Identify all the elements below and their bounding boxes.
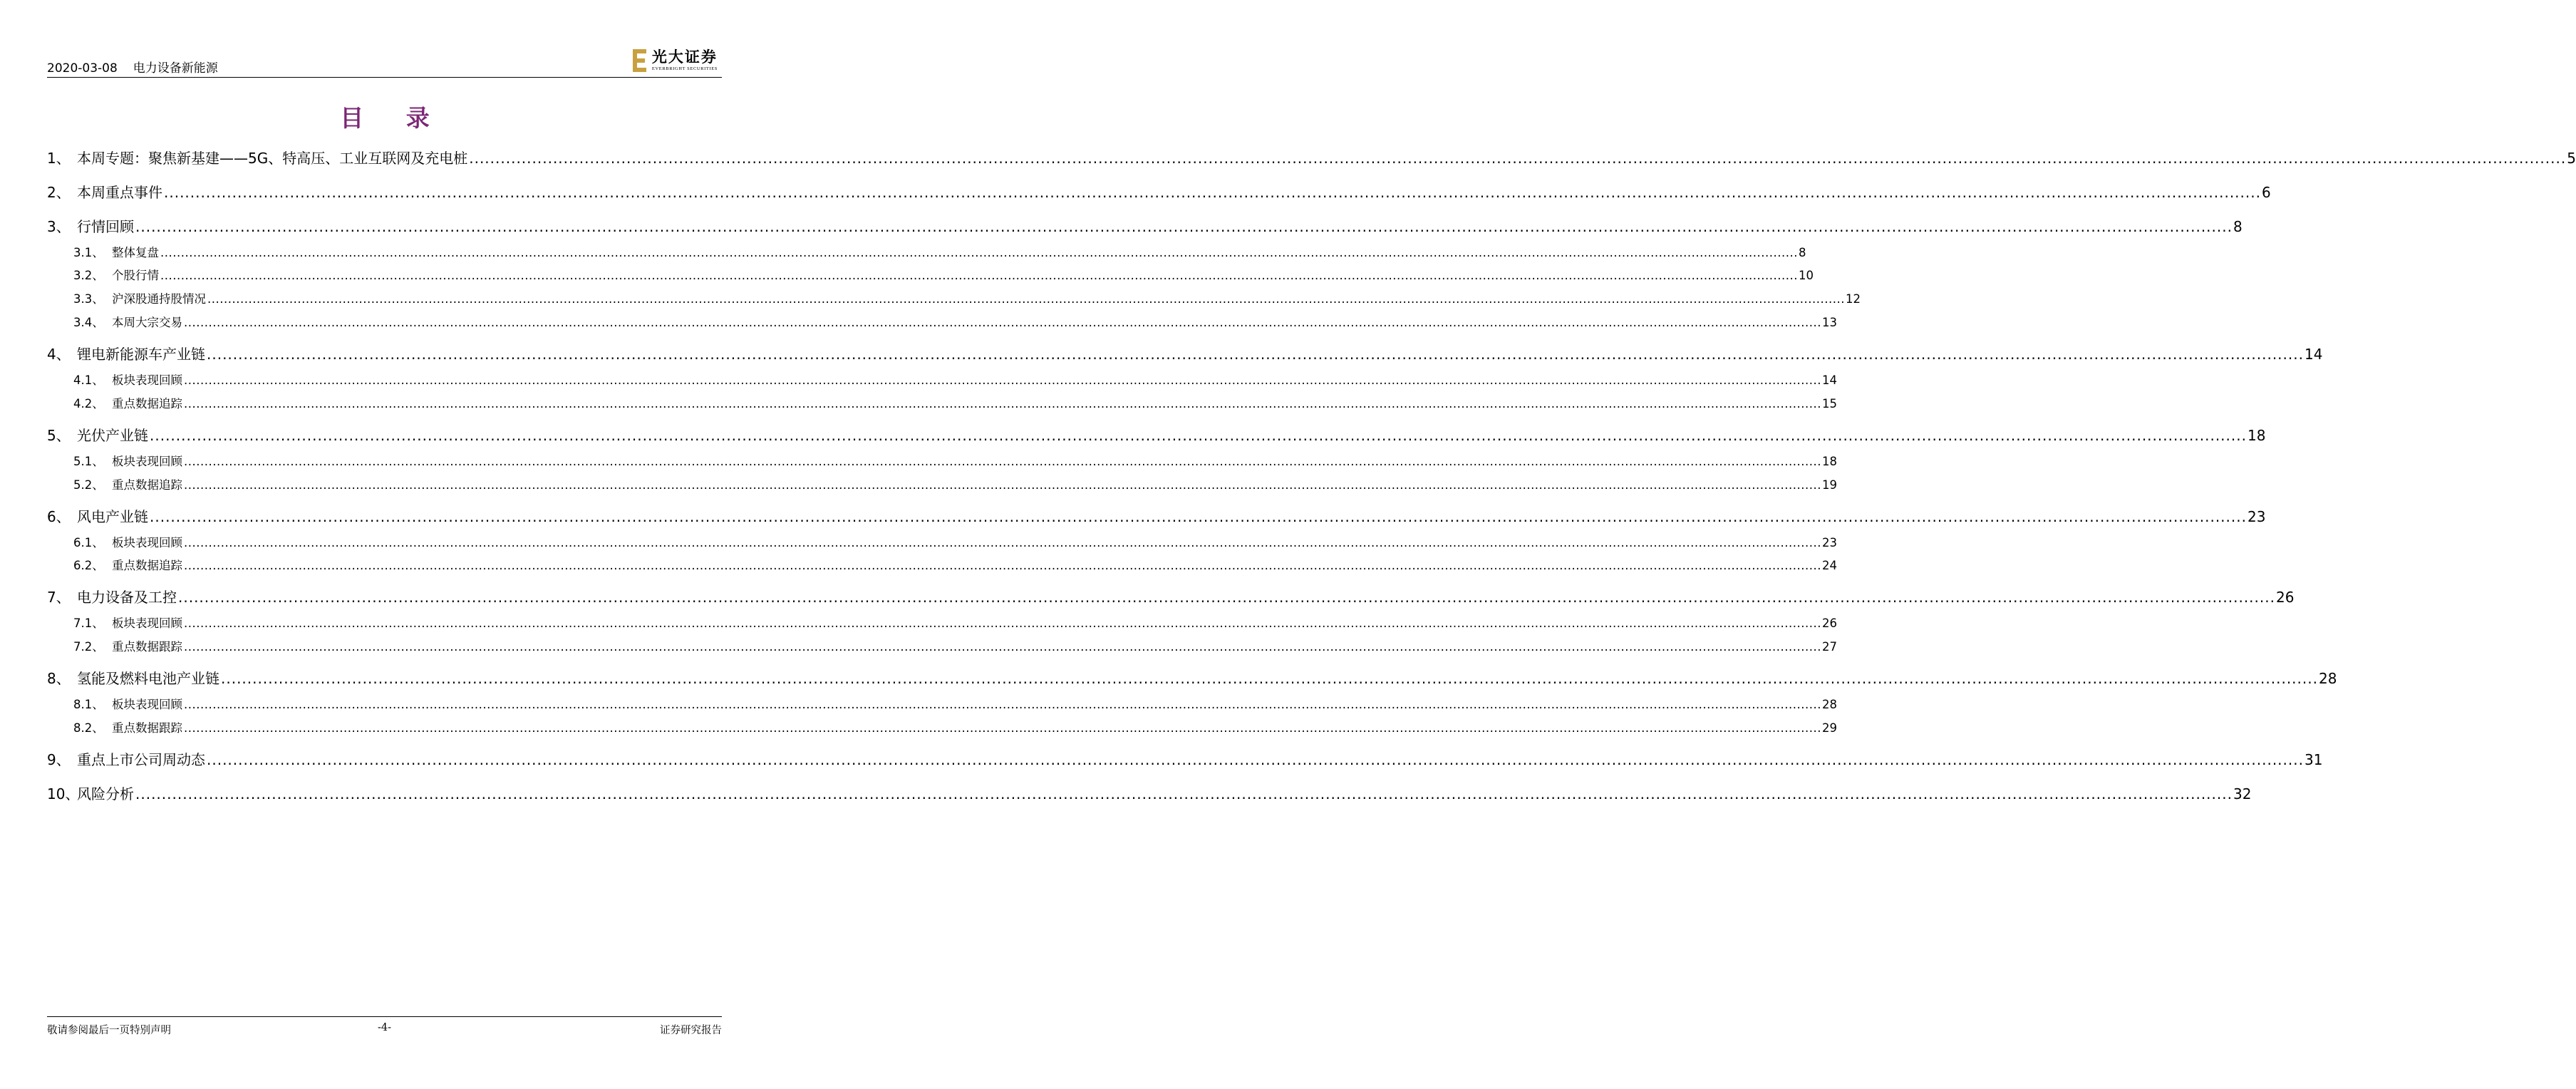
toc-entry-title: 重点数据追踪: [112, 478, 182, 492]
toc-subentry[interactable]: [47, 695, 1837, 712]
toc-entry-title: 本周专题：聚焦新基建——5G、特高压、工业互联网及充电桩: [77, 150, 468, 167]
toc-entry[interactable]: [47, 343, 2323, 363]
toc-leader-dots: ................................................................................................................................................................................................................................................................................................................................................................................................................: [184, 698, 1821, 711]
toc-subentry[interactable]: [47, 289, 1861, 306]
toc-leader-dots: ................................................................................................................................................................................................................................................................................................................................................................................................................: [184, 616, 1821, 630]
toc-entry[interactable]: [47, 586, 2295, 607]
toc-leader-dots: ................................................................................................................................................................................................................................................................................................................................................................................................................: [221, 670, 2318, 687]
toc-subentry[interactable]: [47, 394, 1837, 411]
toc-entry-title: 重点数据追踪: [112, 559, 182, 572]
toc-entry-title: 风电产业链: [77, 508, 148, 525]
toc-leader-dots: ................................................................................................................................................................................................................................................................................................................................................................................................................: [184, 316, 1821, 329]
toc-entry-title: 风险分析: [77, 785, 134, 802]
toc-entry[interactable]: [47, 667, 2337, 688]
toc-entry-title: 行情回顾: [77, 218, 134, 235]
toc-entry-page: 18: [1821, 455, 1837, 468]
toc-entry-number: 4.2、: [73, 397, 104, 411]
toc-leader-dots: ................................................................................................................................................................................................................................................................................................................................................................................................................: [207, 292, 1845, 306]
toc-subentry[interactable]: [47, 266, 1814, 283]
toc-subentry[interactable]: [47, 475, 1837, 492]
toc-subentry[interactable]: [47, 371, 1837, 388]
logo-chinese-name: 光大证券: [651, 48, 718, 66]
toc-entry-number: 1、: [47, 150, 71, 167]
toc-entry-title: 板块表现回顾: [112, 698, 182, 711]
toc-leader-dots: ................................................................................................................................................................................................................................................................................................................................................................................................................: [178, 589, 2275, 606]
toc-entry-number: 8.2、: [73, 721, 104, 735]
toc-leader-dots: ................................................................................................................................................................................................................................................................................................................................................................................................................: [184, 478, 1821, 492]
toc-entry-page: 8: [1798, 246, 1806, 259]
toc-entry[interactable]: [47, 147, 2576, 167]
toc-entry-page: 26: [2275, 589, 2295, 606]
toc-leader-dots: ................................................................................................................................................................................................................................................................................................................................................................................................................: [184, 536, 1821, 549]
toc-leader-dots: ................................................................................................................................................................................................................................................................................................................................................................................................................: [184, 397, 1821, 411]
toc-entry-number: 3.3、: [73, 292, 104, 306]
toc-entry-page: 28: [2318, 670, 2337, 687]
toc-entry-title: 板块表现回顾: [112, 455, 182, 468]
toc-leader-dots: ................................................................................................................................................................................................................................................................................................................................................................................................................: [184, 640, 1821, 654]
toc-entry-title: 本周重点事件: [77, 184, 162, 201]
toc-subentry[interactable]: [47, 637, 1837, 654]
toc-entry-page: 12: [1845, 292, 1861, 306]
toc-entry-title: 本周大宗交易: [112, 316, 182, 329]
toc-entry-title: 板块表现回顾: [112, 536, 182, 549]
page-footer: [47, 1016, 722, 1038]
toc-subentry[interactable]: [47, 452, 1837, 469]
toc-entry-number: 7.2、: [73, 640, 104, 654]
toc-entry-page: 28: [1821, 698, 1837, 711]
toc-leader-dots: ................................................................................................................................................................................................................................................................................................................................................................................................................: [135, 785, 2233, 802]
toc-entry-title: 重点数据跟踪: [112, 721, 182, 735]
toc-entry-title: 板块表现回顾: [112, 373, 182, 387]
toc-entry-page: 26: [1821, 616, 1837, 630]
toc-entry-title: 锂电新能源车产业链: [77, 346, 205, 363]
toc-entry-number: 4.1、: [73, 373, 104, 387]
toc-entry-page: 18: [2247, 427, 2266, 444]
toc-entry-number: 5.2、: [73, 478, 104, 492]
toc-entry-title: 个股行情: [112, 269, 159, 282]
toc-entry-title: 重点数据追踪: [112, 397, 182, 411]
toc-entry-number: 6.1、: [73, 536, 104, 549]
toc-leader-dots: ................................................................................................................................................................................................................................................................................................................................................................................................................: [207, 751, 2304, 768]
everbright-logo-icon: [632, 48, 648, 73]
toc-entry[interactable]: [47, 424, 2266, 445]
toc-entry[interactable]: [47, 181, 2271, 202]
toc-entry-page: 13: [1821, 316, 1837, 329]
toc-entry-number: 8.1、: [73, 698, 104, 711]
industry-name: 电力设备新能源: [133, 61, 218, 76]
toc-subentry[interactable]: [47, 614, 1837, 631]
toc-entry-page: 15: [1821, 397, 1837, 411]
toc-entry-number: 6.2、: [73, 559, 104, 572]
toc-entry-title: 电力设备及工控: [77, 589, 177, 606]
toc-entry-number: 3.1、: [73, 246, 104, 259]
toc-entry-page: 27: [1821, 640, 1837, 654]
toc-entry-number: 2、: [47, 184, 71, 201]
toc-leader-dots: ................................................................................................................................................................................................................................................................................................................................................................................................................: [160, 246, 1798, 259]
toc-entry-page: 23: [1821, 536, 1837, 549]
toc-entry-title: 重点数据跟踪: [112, 640, 182, 654]
footer-report-type: 证券研究报告: [660, 1025, 722, 1036]
toc-leader-dots: ................................................................................................................................................................................................................................................................................................................................................................................................................: [160, 269, 1798, 282]
toc-leader-dots: ................................................................................................................................................................................................................................................................................................................................................................................................................: [184, 559, 1821, 572]
toc-entry-number: 5.1、: [73, 455, 104, 468]
toc-entry-title: 沪深股通持股情况: [112, 292, 206, 306]
logo-english-name: EVERBRIGHT SECURITIES: [651, 66, 718, 71]
report-date: 2020-03-08: [47, 61, 118, 76]
toc-entry-title: 板块表现回顾: [112, 616, 182, 630]
toc-subentry[interactable]: [47, 243, 1806, 260]
toc-leader-dots: ................................................................................................................................................................................................................................................................................................................................................................................................................: [164, 184, 2261, 201]
toc-leader-dots: ................................................................................................................................................................................................................................................................................................................................................................................................................: [469, 150, 2567, 167]
toc-entry-number: 3.2、: [73, 269, 104, 282]
toc-entry-number: 9、: [47, 751, 71, 768]
toc-entry-number: 5、: [47, 427, 71, 444]
toc-subentry[interactable]: [47, 313, 1837, 330]
toc-entry-number: 7.1、: [73, 616, 104, 630]
toc-entry-page: 10: [1798, 269, 1814, 282]
toc-entry[interactable]: [47, 748, 2323, 769]
toc-entry-number: 10、: [47, 785, 80, 802]
toc-leader-dots: ................................................................................................................................................................................................................................................................................................................................................................................................................: [184, 455, 1821, 468]
toc-leader-dots: ................................................................................................................................................................................................................................................................................................................................................................................................................: [207, 346, 2304, 363]
toc-leader-dots: ................................................................................................................................................................................................................................................................................................................................................................................................................: [150, 508, 2247, 525]
footer-disclaimer: 敬请参阅最后一页特别声明: [47, 1025, 171, 1036]
page-header: [47, 46, 722, 78]
toc-entry-number: 6、: [47, 508, 71, 525]
toc-entry-title: 整体复盘: [112, 246, 159, 259]
toc-entry-number: 3.4、: [73, 316, 104, 329]
toc-entry-title: 重点上市公司周动态: [77, 751, 205, 768]
toc-entry[interactable]: [47, 783, 2252, 803]
toc-subentry[interactable]: [47, 533, 1837, 550]
toc-subentry[interactable]: [47, 718, 1837, 736]
toc-entry-page: 14: [1821, 373, 1837, 387]
toc-entry-page: 23: [2247, 508, 2266, 525]
toc-entry-title: 氢能及燃料电池产业链: [77, 670, 219, 687]
toc-entry-number: 7、: [47, 589, 71, 606]
toc-entry-number: 8、: [47, 670, 71, 687]
toc-entry[interactable]: [47, 215, 2243, 236]
toc-subentry[interactable]: [47, 556, 1837, 573]
toc-entry[interactable]: [47, 505, 2266, 526]
toc-leader-dots: ................................................................................................................................................................................................................................................................................................................................................................................................................: [135, 218, 2233, 235]
toc-entry-page: 6: [2261, 184, 2271, 201]
page-number: -4-: [377, 1022, 392, 1033]
toc-entry-page: 24: [1821, 559, 1837, 572]
toc-entry-page: 14: [2304, 346, 2323, 363]
company-logo: [632, 48, 718, 74]
toc-entry-page: 32: [2233, 785, 2252, 802]
toc-entry-page: 5: [2567, 150, 2576, 167]
toc-leader-dots: ................................................................................................................................................................................................................................................................................................................................................................................................................: [184, 373, 1821, 387]
toc-entry-page: 29: [1821, 721, 1837, 735]
toc-leader-dots: ................................................................................................................................................................................................................................................................................................................................................................................................................: [150, 427, 2247, 444]
toc-entry-title: 光伏产业链: [77, 427, 148, 444]
toc-entry-number: 4、: [47, 346, 71, 363]
toc-entry-page: 19: [1821, 478, 1837, 492]
header-info: [47, 58, 218, 76]
toc-leader-dots: ................................................................................................................................................................................................................................................................................................................................................................................................................: [184, 721, 1821, 735]
page-title: 目 录: [340, 104, 447, 132]
toc-entry-number: 3、: [47, 218, 71, 235]
toc-entry-page: 31: [2304, 751, 2323, 768]
toc-entry-page: 8: [2233, 218, 2243, 235]
